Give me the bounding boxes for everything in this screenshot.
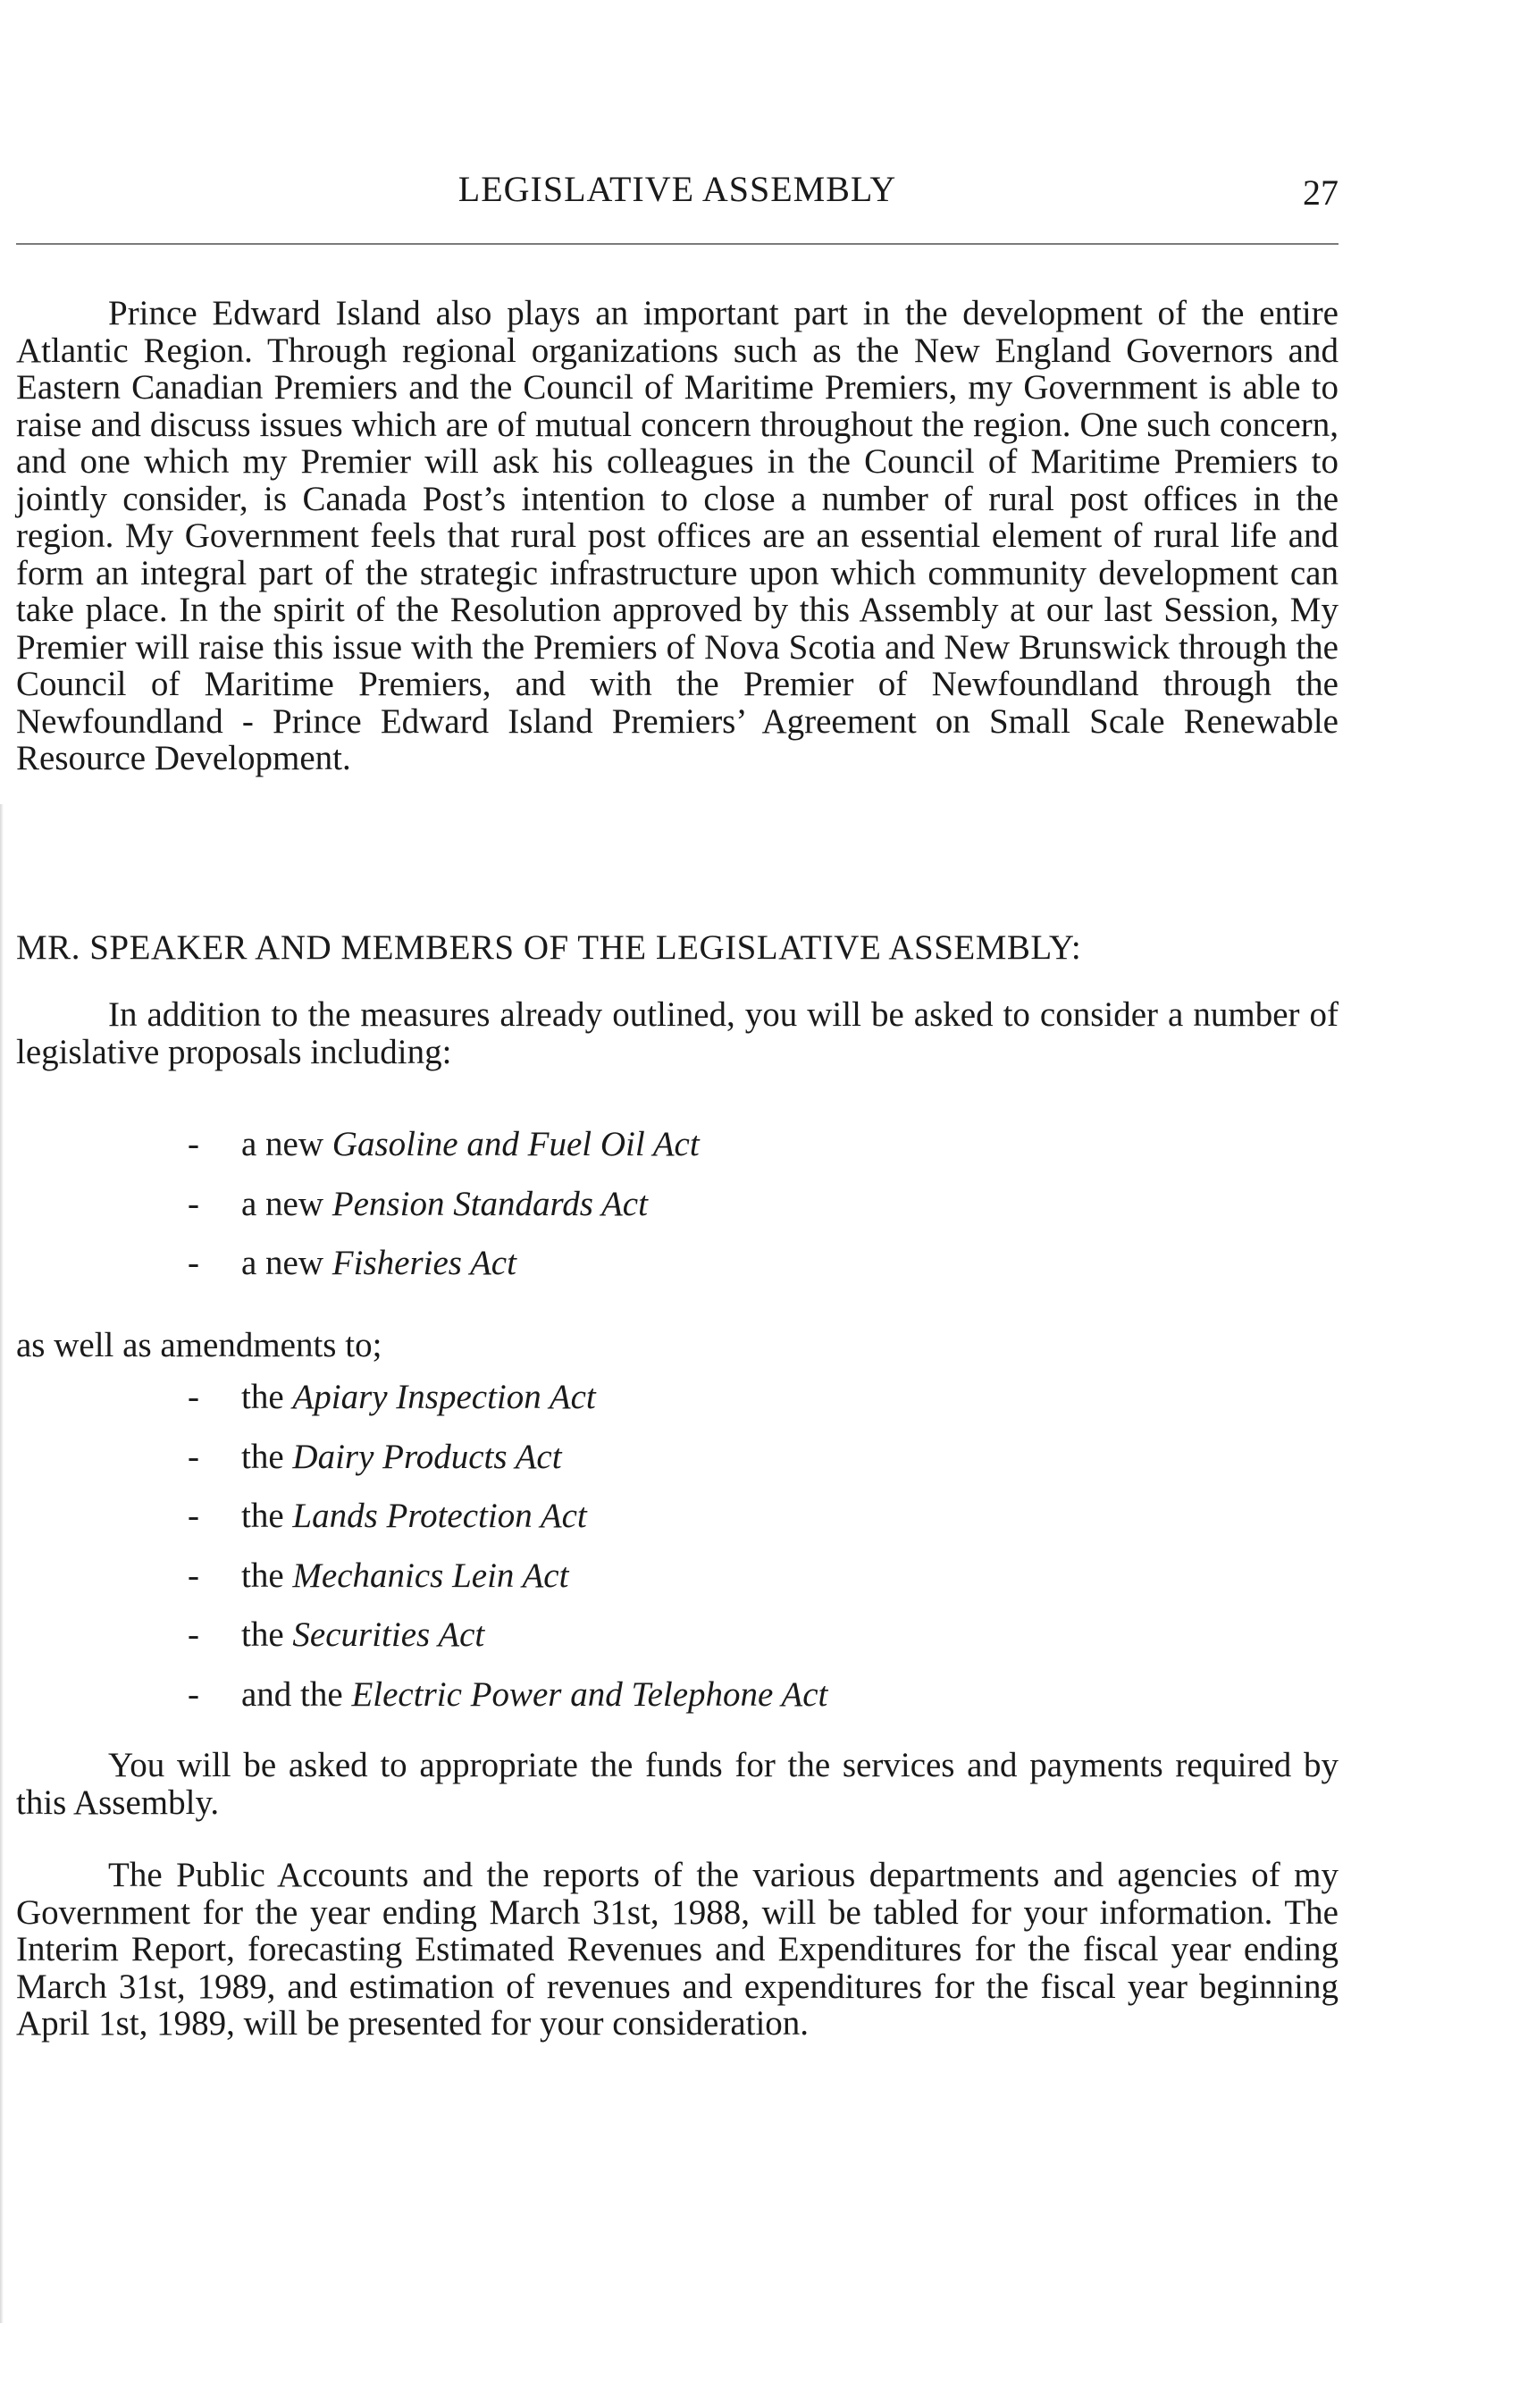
list-item (188, 1498, 827, 1557)
list-item (188, 1439, 827, 1498)
new-acts-list (188, 1126, 700, 1305)
scan-edge-shadow (0, 804, 4, 2323)
act-name: Securities Act (292, 1615, 485, 1654)
act-name: Apiary Inspection Act (292, 1378, 596, 1416)
act-name: Dairy Products Act (292, 1437, 562, 1476)
list-dash: - (188, 1497, 199, 1535)
list-dash: - (188, 1244, 199, 1282)
list-item-prefix: the (241, 1437, 284, 1476)
list-item (188, 1557, 827, 1617)
list-item (188, 1379, 827, 1439)
list-dash: - (188, 1556, 199, 1595)
list-dash: - (188, 1125, 199, 1163)
list-item-prefix: the (241, 1615, 284, 1654)
list-item-prefix: the (241, 1497, 284, 1535)
list-item-prefix: a new (241, 1184, 324, 1223)
amendments-intro: as well as amendments to; (16, 1326, 382, 1364)
list-item-prefix: a new (241, 1125, 324, 1163)
list-item (188, 1245, 700, 1305)
running-head: LEGISLATIVE ASSEMBLY (457, 169, 897, 209)
section-heading: MR. SPEAKER AND MEMBERS OF THE LEGISLATIVE ASSEMBLY: (16, 928, 1082, 967)
header-rule (16, 243, 1339, 245)
list-item (188, 1126, 700, 1186)
list-dash: - (188, 1437, 199, 1476)
amended-acts-list (188, 1379, 827, 1735)
act-name: Pension Standards Act (331, 1184, 648, 1223)
list-item-prefix: the (241, 1556, 284, 1595)
page-header (16, 168, 1339, 222)
list-item (188, 1186, 700, 1246)
list-item (188, 1616, 827, 1676)
paragraph-legislative-proposals: In addition to the measures already outlined, you will be asked to consider a number of legislative proposals including: (16, 995, 1339, 1071)
act-name: Electric Power and Telephone Act (351, 1674, 828, 1714)
paragraph-appropriate-funds: You will be asked to appropriate the funds for the services and payments required by this Assembly. (16, 1746, 1339, 1822)
act-name: Gasoline and Fuel Oil Act (331, 1125, 700, 1163)
act-name: Mechanics Lein Act (292, 1556, 569, 1595)
paragraph-atlantic-region: Prince Edward Island also plays an important part in the development of the entire Atlantic Region. Through regional organizations such as the New England Governors and Eastern Canadian Premiers and the Council of Maritime Premiers, my Government is able to raise and discuss issues which are of mutual concern throughout the region. One such concern, and one which my Premier will ask his colleagues in the Council of Maritime Premiers to jointly consider, is Canada Post’s intention to close a number of rural post offices in the region. My Government feels that rural post offices are an essential element of rural life and form an integral part of the strategic infrastructure upon which community development can take place. In the spirit of the Resolution approved by this Assembly at our last Session, My Premier will raise this issue with the Premiers of Nova Scotia and New Brunswick through the Council of Maritime Premiers, and with the Premier of Newfoundland through the Newfoundland - Prince Edward Island Premiers’ Agreement on Small Scale Renewable Resource Development. (16, 294, 1339, 777)
page-number: 27 (1303, 172, 1339, 213)
list-dash: - (188, 1184, 199, 1223)
list-item-prefix: the (241, 1378, 284, 1416)
act-name: Fisheries Act (331, 1244, 516, 1282)
list-dash: - (188, 1378, 199, 1416)
act-name: Lands Protection Act (292, 1497, 587, 1535)
list-item-prefix: a new (241, 1244, 324, 1282)
list-item (188, 1676, 827, 1736)
paragraph-public-accounts: The Public Accounts and the reports of the various departments and agencies of my Government for the year ending March 31st, 1988, will be tabled for your information. The Interim Report, forecasting Estimated Revenues and Expenditures for the fiscal year ending March 31st, 1989, and estimation of revenues and expenditures for the fiscal year beginning April 1st, 1989, will be presented for your consideration. (16, 1856, 1339, 2043)
list-dash: - (188, 1615, 199, 1654)
list-item-prefix: and the (241, 1674, 343, 1714)
list-dash: - (188, 1674, 199, 1714)
